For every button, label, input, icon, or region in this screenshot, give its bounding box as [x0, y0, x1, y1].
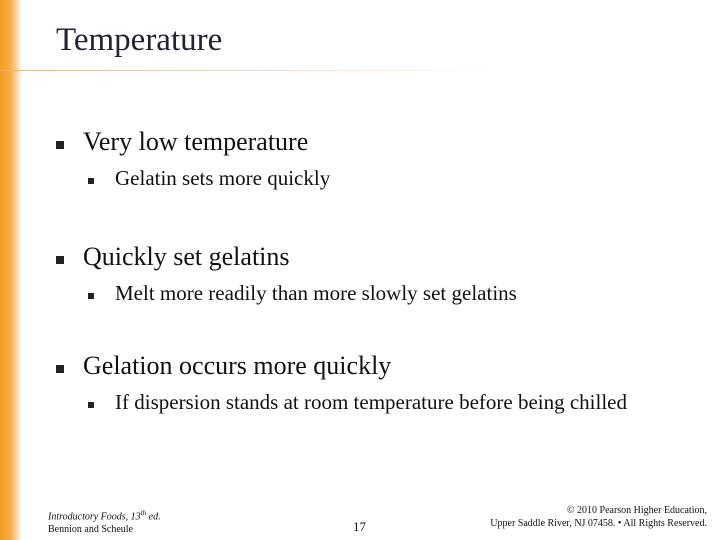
- footer-copyright: [490, 504, 707, 530]
- bullet-square-icon: [56, 141, 64, 149]
- bullet-item: Gelation occurs more quickly: [83, 351, 392, 380]
- accent-stripe: [0, 0, 22, 540]
- bullet-square-icon: [56, 256, 64, 264]
- copyright-line: © 2010 Pearson Higher Education,: [566, 505, 707, 516]
- footer-book-title: Introductory Foods, 13th ed.: [48, 509, 161, 523]
- bullet-item: Very low temperature: [83, 127, 309, 156]
- slide-title: Temperature: [56, 22, 223, 58]
- footer-authors: Bennion and Scheule: [48, 524, 133, 536]
- bullet-item: Quickly set gelatins: [83, 242, 290, 271]
- page-number: 17: [353, 519, 366, 534]
- sub-bullet-item: Melt more readily than more slowly set gelatins: [115, 281, 517, 305]
- bullet-square-icon: [56, 365, 64, 373]
- sub-bullet-square-icon: [88, 178, 94, 184]
- sub-bullet-item: If dispersion stands at room temperature before being chilled: [115, 390, 627, 414]
- footer-citation: [48, 507, 161, 536]
- sub-bullet-square-icon: [88, 402, 94, 408]
- sub-bullet-item: Gelatin sets more quickly: [115, 166, 331, 190]
- title-rule: [0, 70, 720, 71]
- copyright-line: Upper Saddle River, NJ 07458. • All Rights Reserved.: [490, 518, 707, 529]
- sub-bullet-square-icon: [88, 293, 94, 299]
